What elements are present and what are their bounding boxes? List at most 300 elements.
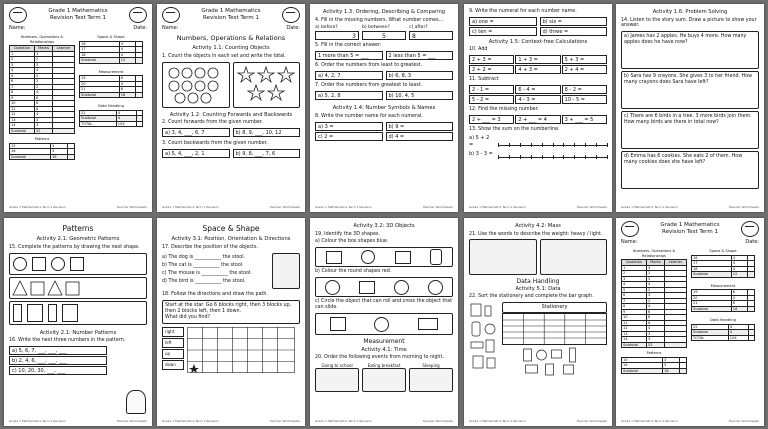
table-cell: 11 xyxy=(10,106,35,112)
table-cell: 3 xyxy=(35,51,53,57)
add-equation: 2 + 2 = xyxy=(469,65,514,74)
number-line-tick xyxy=(498,143,499,147)
space-table xyxy=(691,255,755,278)
question-19: 19. Identify the 3D shapes. xyxy=(315,231,380,237)
table-cell: 6 xyxy=(35,106,53,112)
meas-table xyxy=(691,289,755,312)
number-line-tick xyxy=(542,155,543,159)
number-line-tick xyxy=(607,155,608,159)
table-cell: 3 xyxy=(647,265,665,271)
q6a: a) 4, 2, 7 xyxy=(315,71,383,80)
table-row xyxy=(692,335,755,341)
q9b: b) six = xyxy=(540,17,608,26)
footer-right: Teacher Worksheets xyxy=(116,419,147,424)
q7a: a) 5, 2, 8 xyxy=(315,91,383,100)
question-17: 17. Describe the position of the objects. xyxy=(162,244,259,250)
footer-left: Grade 1 Mathematics Term 1 Revision xyxy=(162,205,219,210)
table-cell xyxy=(748,335,754,341)
table-cell: 6 xyxy=(119,76,136,82)
table-cell: 4 xyxy=(119,52,136,58)
story-b: b) Sara has 9 crayons. She gives 3 to her friend. How many crayons does Sara have left? xyxy=(624,74,753,86)
question-10: 10. Add xyxy=(469,47,488,53)
table-cell: 2 xyxy=(647,287,665,293)
child-illustration-icon xyxy=(126,390,146,414)
activity-title-2: Activity 2.1: Number Patterns xyxy=(39,329,117,336)
table-cell: 6 xyxy=(731,290,748,296)
q19b: b) Colour the round shapes red. xyxy=(315,269,392,275)
question-6: 6. Order the numbers from least to greatest. xyxy=(315,63,423,69)
position-line-3: c) The mouse is ___________ the stool. xyxy=(162,270,252,276)
name-label: Name: xyxy=(9,25,26,31)
table-cell: 4 xyxy=(731,261,748,267)
title-line-1: Grade 1 Mathematics xyxy=(660,221,720,228)
q8a: a) 3 = xyxy=(315,122,383,131)
footer-left: Grade 1 Mathematics Term 1 Revision xyxy=(621,205,678,210)
add-equation: 5 + 3 = xyxy=(562,55,607,64)
section-title: Space & Shape xyxy=(202,224,260,233)
missing-equation: 3 + ___ = 5 xyxy=(562,115,607,124)
sub-equation: 5 - 2 = xyxy=(469,95,514,104)
footer-right: Teacher Worksheets xyxy=(576,205,607,210)
question-13: 13. Show the sum on the numberline. xyxy=(469,127,560,133)
graph-title: Stationery xyxy=(502,302,607,312)
ball-shape xyxy=(394,280,409,295)
apples-box xyxy=(162,62,230,108)
rect-tall-shape xyxy=(13,304,22,322)
table-cell: 12 xyxy=(731,272,748,278)
boy-face-icon xyxy=(162,7,180,23)
direction-key-up: up xyxy=(162,349,184,359)
position-line-1: a) The dog is ___________ the stool. xyxy=(162,254,246,260)
q8b: b) 9 = xyxy=(386,122,454,131)
story-c: c) There are 6 birds in a tree. 3 more birds join them. How many birds are there in total now? xyxy=(624,114,752,126)
q9c: c) ten = xyxy=(469,27,537,36)
table-cell: 104 xyxy=(728,335,748,341)
table-cell: 8 xyxy=(10,90,35,96)
apples-icon xyxy=(165,65,225,105)
table-cell: 9 xyxy=(10,95,35,101)
table-cell xyxy=(680,368,687,374)
event-label: Sleeping xyxy=(422,363,440,369)
table-cell: 20 xyxy=(80,81,120,87)
footer-left: Grade 1 Mathematics Term 1 Revision xyxy=(315,419,372,424)
boy-face-icon xyxy=(9,7,27,23)
cylinder-shape xyxy=(430,249,442,265)
table-cell: 17 xyxy=(80,47,120,53)
page-5 xyxy=(616,4,764,212)
before-label: a) before? xyxy=(315,25,338,31)
event-card xyxy=(362,363,406,392)
dh-table-title: Data Handling xyxy=(98,104,124,109)
question-2: 2. Count forwards from the given number. xyxy=(162,120,263,126)
table-cell: 4 xyxy=(647,326,665,332)
footer-right: Teacher Worksheets xyxy=(269,419,300,424)
dh-table-title: Data Handling xyxy=(710,318,736,323)
table-cell: 4 xyxy=(119,41,136,47)
box-shape xyxy=(326,251,342,264)
sub-equation: 4 - 3 = xyxy=(515,95,560,104)
table-cell: 16 xyxy=(731,306,748,312)
rect-wide-shape xyxy=(62,304,78,322)
table-cell: 3 xyxy=(50,143,67,149)
number-line-b xyxy=(498,150,607,158)
question-5: 5. Fill in the correct answer: xyxy=(315,43,382,49)
between-box: 5 xyxy=(362,31,406,40)
footer-left: Grade 1 Mathematics Term 1 Revision xyxy=(9,205,66,210)
activity-title: Activity 1.1: Counting Objects xyxy=(192,45,270,52)
rect-wide-shape xyxy=(27,304,43,322)
num-table-title: Numbers, Operations & Relationships xyxy=(20,35,64,44)
table-cell: 4 xyxy=(731,266,748,272)
title-line-2: Revision Test Term 1 xyxy=(50,15,106,21)
number-line-a xyxy=(498,138,607,146)
space-table-title: Space & Shape xyxy=(97,35,125,40)
book-shape xyxy=(418,318,438,330)
table-row xyxy=(692,272,755,278)
q5b: 2 less than 5 = ___ xyxy=(386,51,454,60)
activity-title-2: Activity 4.1: Time xyxy=(361,346,407,353)
table-row xyxy=(80,58,143,64)
bar-graph-lines xyxy=(503,314,606,344)
fwd-b: b) 8, 9, ___, 10, 12 xyxy=(233,128,301,137)
question-3: 3. Count backwards from the given number. xyxy=(162,141,268,147)
page-header xyxy=(9,7,147,23)
table-cell xyxy=(136,58,143,64)
table-cell: 7 xyxy=(622,298,647,304)
space-table-title: Space & Shape xyxy=(709,249,737,254)
table-cell: 16 xyxy=(80,41,120,47)
question-7: 7. Order the numbers from greatest to least. xyxy=(315,83,423,89)
table-cell: 22 xyxy=(80,110,117,116)
table-cell: Subtotal xyxy=(692,272,732,278)
number-line-tick xyxy=(553,155,554,159)
table-row xyxy=(10,128,75,134)
table-cell: Subtotal xyxy=(692,330,729,336)
table-cell: Subtotal xyxy=(80,92,120,98)
table-cell: 18 xyxy=(692,266,732,272)
circle-shape xyxy=(13,257,27,271)
pattern-table xyxy=(9,143,75,161)
ball-shape xyxy=(361,250,375,264)
meas-table-title: Measurement xyxy=(710,283,736,288)
girl-face-icon xyxy=(741,221,759,237)
between-label: b) between? xyxy=(362,25,390,31)
table-cell: 9 xyxy=(622,309,647,315)
table-cell: Subtotal xyxy=(80,116,117,122)
title-line-1: Grade 1 Mathematics xyxy=(201,7,261,14)
question-12: 12. Find the missing number. xyxy=(469,107,539,113)
activity-title: Activity 2.1: Geometric Patterns xyxy=(36,236,120,243)
table-cell: 7 xyxy=(10,84,35,90)
question-22: 22. Sort the stationery and complete the bar graph. xyxy=(469,294,594,300)
table-cell: 22 xyxy=(692,324,729,330)
number-line-tick xyxy=(520,143,521,147)
table-cell: 52 xyxy=(35,128,53,134)
box-shape xyxy=(395,251,411,264)
table-cell: 4 xyxy=(116,116,136,122)
missing-equation: 2 + ___ = 3 xyxy=(469,115,514,124)
table-cell: 3 xyxy=(35,117,53,123)
q13b: b) 3 - 3 = xyxy=(469,150,493,157)
table-row xyxy=(80,92,143,98)
table-cell: 3 xyxy=(647,337,665,343)
date-label: Date: xyxy=(745,239,759,245)
footer-left: Grade 1 Mathematics Term 1 Revision xyxy=(315,205,372,210)
q13a: a) 5 + 2 = xyxy=(469,135,490,148)
circle-shape xyxy=(51,257,65,271)
footer-right: Teacher Worksheets xyxy=(116,205,147,210)
before-box: 3 xyxy=(315,31,359,40)
section-title: Data Handling xyxy=(516,278,560,286)
table-cell: 104 xyxy=(116,121,136,127)
space-table xyxy=(79,41,143,64)
bar-graph-grid xyxy=(502,313,607,345)
page-cover-2 xyxy=(616,218,764,426)
dh-table xyxy=(79,110,143,128)
table-cell: 4 xyxy=(119,47,136,53)
table-header-cell: Learner xyxy=(665,260,687,266)
table-cell: Subtotal xyxy=(692,306,732,312)
table-cell: 13 xyxy=(622,331,647,337)
activity-title-2: Activity 5.1: Data xyxy=(515,285,561,292)
find-text: What did you find? xyxy=(165,314,211,320)
number-line-tick xyxy=(520,155,521,159)
direction-grid xyxy=(187,327,295,373)
fwd-a: a) 3, 4, ___, 6, 7 xyxy=(162,128,230,137)
table-cell: 11 xyxy=(622,320,647,326)
event-label: Going to school xyxy=(321,363,353,369)
number-line-tick xyxy=(531,155,532,159)
stool-animals-icon xyxy=(272,253,300,289)
table-cell: 21 xyxy=(692,301,732,307)
table-cell: 8 xyxy=(622,304,647,310)
table-cell: 4 xyxy=(728,324,748,330)
activity-title: Activity 1.6: Problem Solving xyxy=(652,9,728,15)
question-9: 9. Write the numeral for each number name. xyxy=(469,9,577,14)
table-cell: 15 xyxy=(622,357,663,363)
table-cell: 3 xyxy=(647,293,665,299)
direction-key-right: right xyxy=(162,327,184,337)
table-cell xyxy=(136,92,143,98)
page-6 xyxy=(4,218,152,426)
q8d: d) 4 = xyxy=(386,132,454,141)
question-21: 21. Use the words to describe the weight: heavy / light. xyxy=(469,231,603,237)
event-picture-icon xyxy=(315,368,359,392)
table-cell: 16 xyxy=(50,154,67,160)
table-cell: 4 xyxy=(35,90,53,96)
table-cell: 2 xyxy=(35,57,53,63)
table-cell xyxy=(68,154,75,160)
footer-right: Teacher Worksheets xyxy=(269,205,300,210)
table-cell: 10 xyxy=(622,315,647,321)
table-cell: 6 xyxy=(119,87,136,93)
story-box-b xyxy=(621,71,759,109)
meas-table-title: Measurement xyxy=(98,69,124,74)
name-label: Name: xyxy=(621,239,638,245)
title-line-1: Grade 1 Mathematics xyxy=(48,7,108,14)
number-line-tick xyxy=(563,155,564,159)
sub-equation: 6 - 4 = xyxy=(515,85,560,94)
table-cell: 20 xyxy=(692,295,732,301)
pattern-c xyxy=(9,301,147,325)
title-line-2: Revision Test Term 1 xyxy=(662,229,718,235)
girl-face-icon xyxy=(282,7,300,23)
activity-title: Activity 3.2: 3D Objects xyxy=(353,223,415,229)
pattern-table-title: Patterns xyxy=(34,137,50,142)
direction-key-down: down xyxy=(162,360,184,370)
table-cell: 2 xyxy=(622,271,647,277)
stationery-picture-icons xyxy=(502,345,607,377)
cat-scale-icon xyxy=(540,239,608,275)
number-line-tick xyxy=(574,143,575,147)
ball-shape xyxy=(374,317,389,332)
date-label: Date: xyxy=(286,25,300,31)
table-cell: 12 xyxy=(119,58,136,64)
page-2 xyxy=(157,4,305,212)
q5a: 1 more than 5 = ___ xyxy=(315,51,383,60)
event-picture-icon xyxy=(362,368,406,392)
activity-title-2: Activity 1.4: Number Symbols & Names xyxy=(332,105,436,112)
back-b: b) 9, 8, ___, 7, 6 xyxy=(233,149,301,158)
number-line-tick xyxy=(509,155,510,159)
table-cell: 18 xyxy=(80,52,120,58)
table-cell: 6 xyxy=(622,293,647,299)
table-cell: 12 xyxy=(622,326,647,332)
table-cell: 6 xyxy=(647,320,665,326)
table-cell: 5 xyxy=(10,73,35,79)
table-row xyxy=(622,368,687,374)
table-cell: Subtotal xyxy=(10,154,51,160)
roll-slide-row xyxy=(315,313,453,335)
date-label: Date: xyxy=(133,25,147,31)
stationery-icons xyxy=(469,302,499,372)
table-cell: 19 xyxy=(80,76,120,82)
position-line-2: b) The cat is ___________ the stool. xyxy=(162,262,244,268)
number-line-tick xyxy=(596,143,597,147)
table-cell: 16 xyxy=(692,255,732,261)
question-4: 4. Fill in the missing numbers. What number comes... xyxy=(315,17,444,23)
table-cell: 4 xyxy=(35,112,53,118)
add-equation: 1 + 3 = xyxy=(515,55,560,64)
add-equation: 4 + 3 = xyxy=(515,65,560,74)
question-11: 11. Subtract xyxy=(469,77,499,83)
table-cell: Subtotal xyxy=(10,128,35,134)
elephant-scale-icon xyxy=(469,239,537,275)
footer-right: Teacher Worksheets xyxy=(422,419,453,424)
table-cell: 2 xyxy=(10,57,35,63)
q9a: a) one = xyxy=(469,17,537,26)
story-box-d xyxy=(621,151,759,189)
name-label: Name: xyxy=(162,25,179,31)
activity-title: Activity 1.5: Context-free Calculations xyxy=(488,38,588,45)
after-box: 8 xyxy=(409,31,453,40)
number-line-tick xyxy=(563,143,564,147)
events-row xyxy=(315,363,453,392)
num-table xyxy=(621,259,687,348)
q7b: b) 10, 4, 5 xyxy=(386,91,454,100)
table-cell: Subtotal xyxy=(622,368,663,374)
ball-shape xyxy=(325,280,340,295)
table-cell: 6 xyxy=(731,301,748,307)
section-title: Patterns xyxy=(62,224,94,233)
footer-right: Teacher Worksheets xyxy=(576,419,607,424)
page-8 xyxy=(310,218,458,426)
table-header-cell: Marks xyxy=(647,260,665,266)
num-pattern-c: c) 10, 20, 30, ___, ___ xyxy=(9,366,107,375)
after-label: c) after? xyxy=(409,25,428,31)
page-7 xyxy=(157,218,305,426)
number-line-tick xyxy=(574,155,575,159)
table-cell: 6 xyxy=(35,95,53,101)
sub-equation: 8 - 2 = xyxy=(562,85,607,94)
table-cell: 14 xyxy=(622,337,647,343)
footer-right: Teacher Worksheets xyxy=(422,205,453,210)
q19c: c) Circle the object that can roll and cross the object that can slide. xyxy=(315,299,453,311)
table-cell: 3 xyxy=(647,331,665,337)
table-cell: Subtotal xyxy=(622,342,647,348)
table-cell: 16 xyxy=(10,149,51,155)
table-cell: 6 xyxy=(35,101,53,107)
stars-box xyxy=(233,62,301,108)
table-cell: 4 xyxy=(116,110,136,116)
table-cell: 1 xyxy=(10,51,35,57)
direction-keys xyxy=(162,327,184,373)
table-cell: 4 xyxy=(10,68,35,74)
number-line-tick xyxy=(542,143,543,147)
table-cell: 6 xyxy=(647,309,665,315)
table-cell: 3 xyxy=(35,62,53,68)
story-a: a) James has 2 apples. He buys 4 more. How many apples does he have now? xyxy=(624,34,747,46)
story-box-a xyxy=(621,31,759,69)
stars-icon xyxy=(236,65,296,105)
table-header-cell: Question xyxy=(10,46,35,52)
num-table-title: Numbers, Operations & Relationships xyxy=(632,249,676,258)
footer-left: Grade 1 Mathematics Term 1 Revision xyxy=(469,205,526,210)
number-line-tick xyxy=(553,143,554,147)
sub-equation: 10 - 5 = xyxy=(562,95,607,104)
num-table xyxy=(9,45,75,134)
table-cell xyxy=(665,342,687,348)
section-title: Measurement xyxy=(363,338,405,346)
add-equation: 2 + 4 = xyxy=(562,65,607,74)
table-cell: TOTAL xyxy=(80,121,117,127)
missing-grid xyxy=(469,115,607,124)
table-cell: 2 xyxy=(35,73,53,79)
add-equation: 2 + 3 = xyxy=(469,55,514,64)
question-8: 8. Write the number name for each numeral. xyxy=(315,113,423,119)
table-cell: 17 xyxy=(692,261,732,267)
table-cell: 6 xyxy=(10,79,35,85)
table-row xyxy=(692,306,755,312)
number-line-tick xyxy=(531,143,532,147)
footer-left: Grade 1 Mathematics Term 1 Revision xyxy=(621,419,678,424)
q9d: d) three = xyxy=(540,27,608,36)
sub-equation: 2 - 1 = xyxy=(469,85,514,94)
table-cell: 5 xyxy=(622,287,647,293)
directions-text: Start at the star. Go 6 blocks right, then 3 blocks up, then 2 blocks left, then 1 down. xyxy=(165,302,292,314)
table-cell: 4 xyxy=(622,282,647,288)
table-cell: 12 xyxy=(10,112,35,118)
table-cell: 6 xyxy=(647,315,665,321)
section-title: Numbers, Operations & Relations xyxy=(176,34,286,43)
triangle-pattern-icon xyxy=(12,280,92,296)
table-cell: 4 xyxy=(35,68,53,74)
back-a: a) 5, 4, ___, 2, 1 xyxy=(162,149,230,158)
number-line-tick xyxy=(498,155,499,159)
round-row xyxy=(315,277,453,297)
activity-title: Activity 4.2: Mass xyxy=(515,223,561,229)
page-4 xyxy=(464,4,612,212)
